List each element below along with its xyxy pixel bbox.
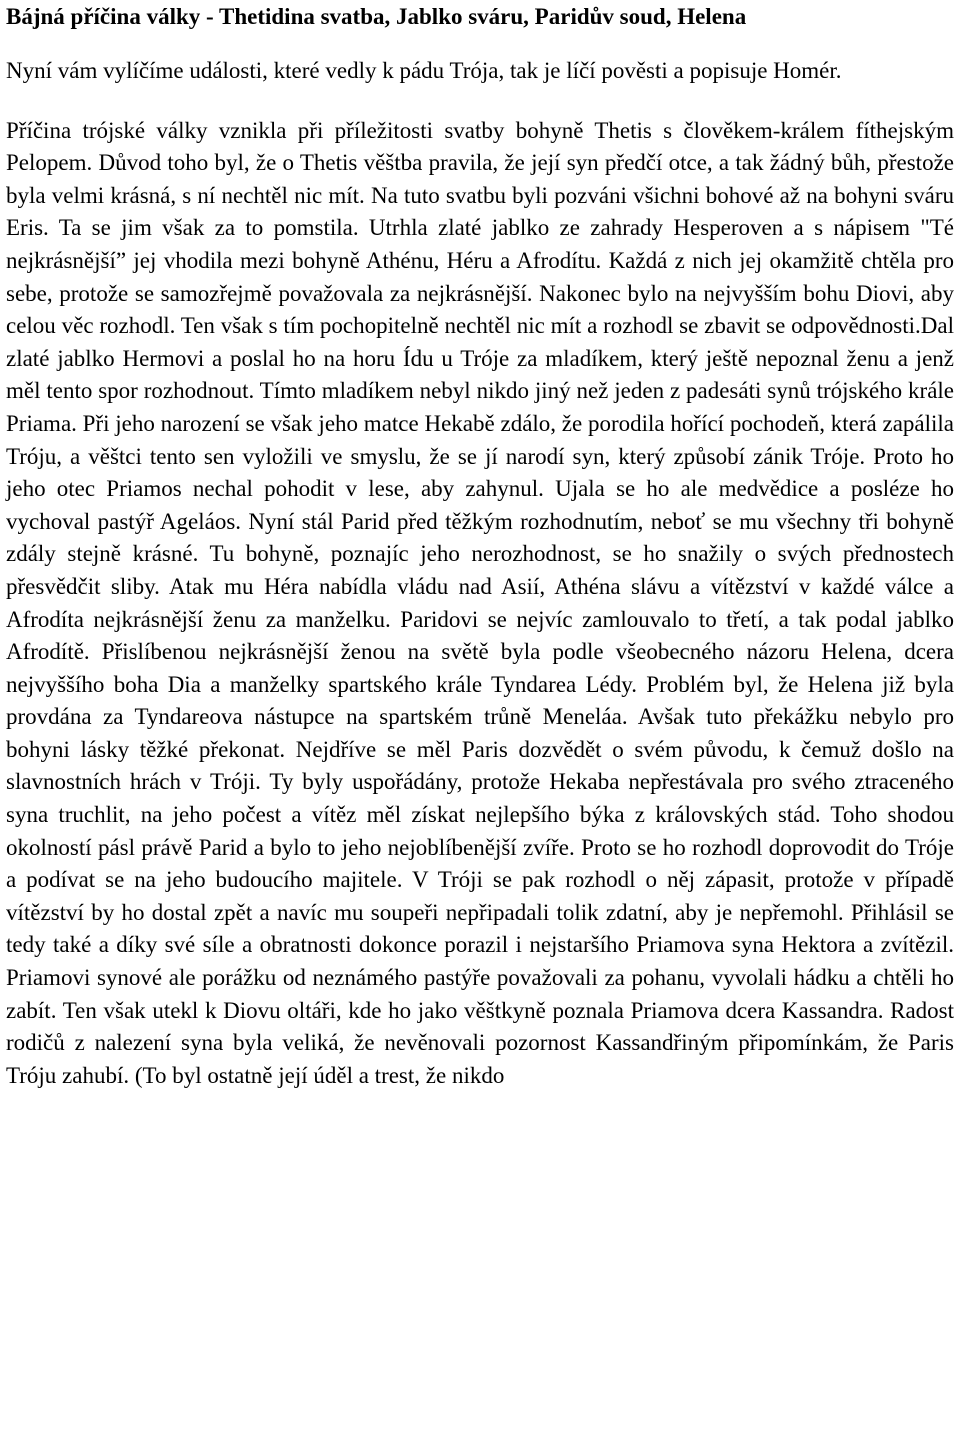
intro-paragraph: Nyní vám vylíčíme události, které vedly k pádu Trója, tak je líčí pověsti a popisuje Homér. — [6, 58, 842, 83]
document-page — [6, 0, 954, 1092]
body-paragraph: Příčina trójské války vznikla při příležitosti svatby bohyně Thetis s člověkem-králem fíthejským Pelopem. Důvod toho byl, že o Thetis věštba pravila, že její syn předčí otce, a tak žádný bůh, přestože byla velmi krásná, s ní nechtěl nic mít. Na tuto svatbu byli pozváni všichni bohové až na bohyni sváru Eris. Ta se jim však za to pomstila. Utrhla zlaté jablko ze zahrady Hesperoven a s nápisem "Té nejkrásnější” jej vhodila mezi bohyně Athénu, Héru a Afrodítu. Každá z nich jej okamžitě chtěla pro sebe, protože se samozřejmě považovala za nejkrásnější. Nakonec bylo na nejvyšším bohu Diovi, aby celou věc rozhodl. Ten však s tím pochopitelně nechtěl nic mít a rozhodl se zbavit se odpovědnosti.Dal zlaté jablko Hermovi a poslal ho na horu Ídu u Tróje za mladíkem, který ještě nepoznal ženu a jenž měl tento spor rozhodnout. Tímto mladíkem nebyl nikdo jiný než jeden z padesáti synů trójského krále Priama. Při jeho narození se však jeho matce Hekabě zdálo, že porodila hořící pochodeň, která zapálila Tróju, a věštci tento sen vyložili ve smyslu, že se jí narodí syn, který způsobí zánik Tróje. Proto ho jeho otec Priamos nechal pohodit v lese, aby zahynul. Ujala se ho ale medvědice a posléze ho vychoval pastýř Ageláos. Nyní stál Parid před těžkým rozhodnutím, neboť se mu všechny tři bohyně zdály stejně krásné. Tu bohyně, poznajíc jeho nerozhodnost, se ho snažily o svých přednostech přesvědčit sliby. Atak mu Héra nabídla vládu nad Asií, Athéna slávu a vítězství v každé válce a Afrodíta nejkrásnější ženu za manželku. Paridovi se nejvíc zamlouvalo to třetí, a tak podal jablko Afrodítě. Přislíbenou nejkrásnější ženou na světě byla podle všeobecného názoru Helena, dcera nejvyššího boha Dia a manželky spartského krále Tyndarea Lédy. Problém byl, že Helena již byla provdána za Tyndareova nástupce na spartském trůně Meneláa. Avšak tuto překážku nebylo pro bohyni lásky těžké překonat. Nejdříve se měl Paris dozvědět o svém původu, k čemuž došlo na slavnostních hrách v Tróji. Ty byly uspořádány, protože Hekaba nepřestávala pro svého ztraceného syna truchlit, na jeho počest a vítěz měl získat nejlepšího býka z královských stád. Toho shodou okolností pásl právě Parid a bylo to jeho nejoblíbenější zvíře. Proto se ho rozhodl doprovodit do Tróje a podívat se na jeho budoucího majitele. V Tróji se pak rozhodl o něj zápasit, protože v případě vítězství by ho dostal zpět a navíc mu soupeři nepřipadali tolik zdatní, aby je nepřemohl. Přihlásil se tedy také a díky své síle a obratnosti dokonce porazil i nejstaršího Priamova syna Hektora a zvítězil. Priamovi synové ale porážku od neznámého pastýře považovali za pohanu, vyvolali hádku a chtěli ho zabít. Ten však utekl k Diovu oltáři, kde ho jako věštkyně poznala Priamova dcera Kassandra. Radost rodičů z nalezení syna byla veliká, že nevěnovali pozornost Kassandřiným připomínkám, že Paris Tróju zahubí. (To byl ostatně její úděl a trest, že nikdo — [6, 117, 954, 1088]
document-heading: Bájná příčina války - Thetidina svatba, Jablko sváru, Paridův soud, Helena — [6, 4, 747, 29]
